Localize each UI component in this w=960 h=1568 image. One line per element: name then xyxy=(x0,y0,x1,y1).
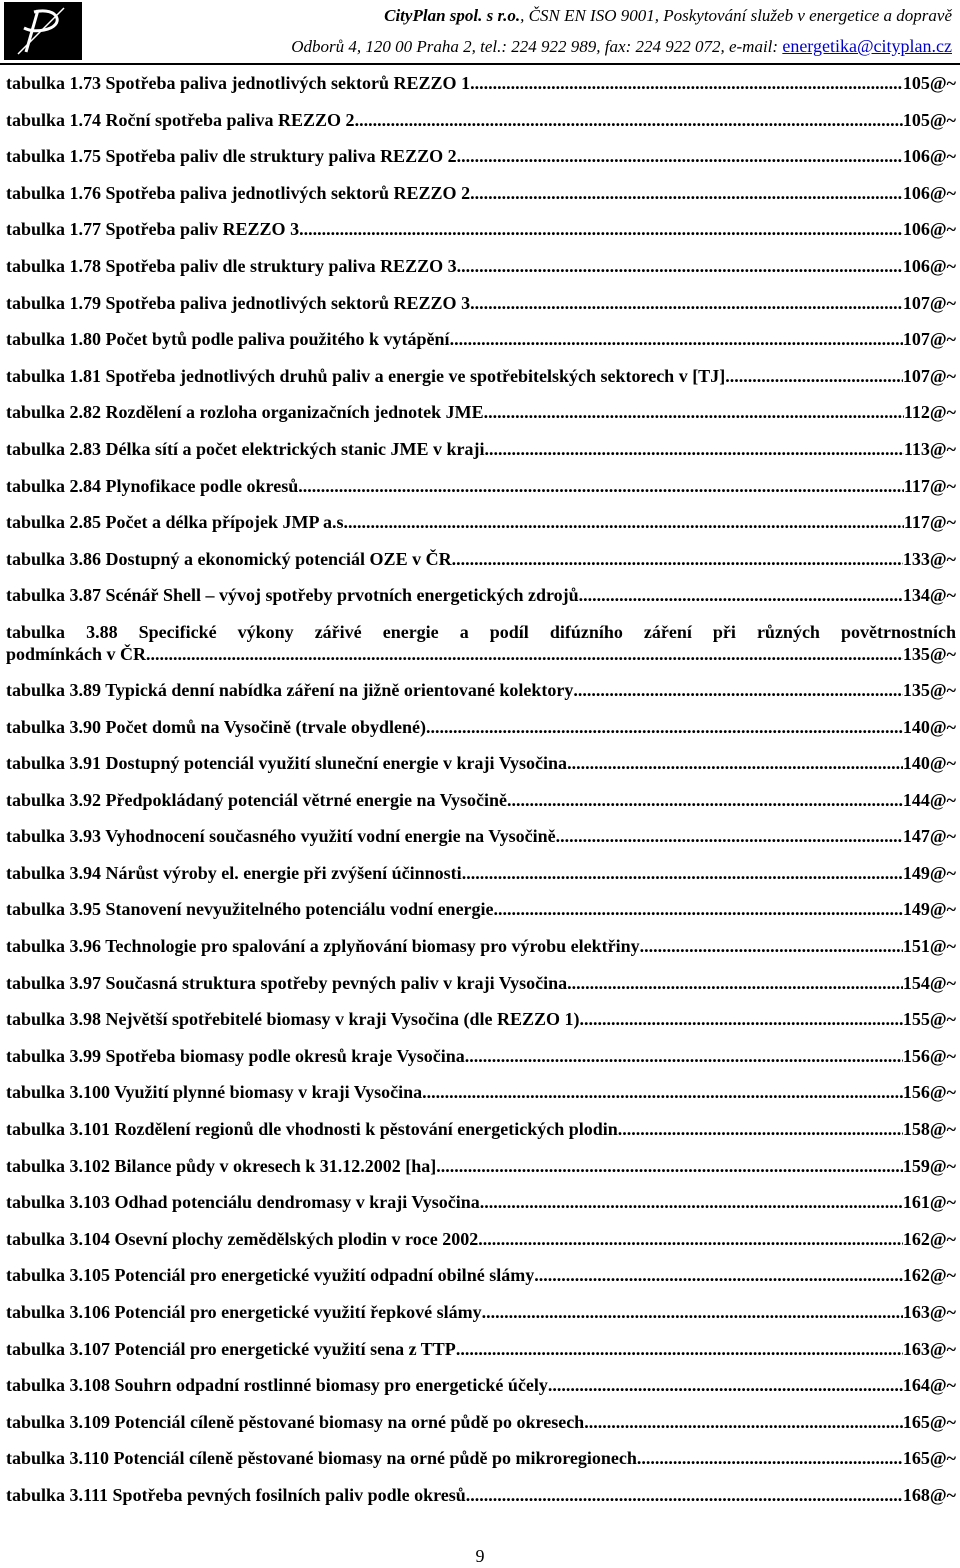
toc-entry-page: 135@~ xyxy=(902,643,956,664)
toc-entry-label: tabulka 3.99 Spotřeba biomasy podle okresů kraje Vysočina xyxy=(6,1045,465,1066)
toc-entry-page: 147@~ xyxy=(902,826,956,847)
toc-entry-page: 134@~ xyxy=(902,585,956,606)
toc-entry[interactable] xyxy=(6,972,956,1009)
toc-entry-label: tabulka 3.87 Scénář Shell – vývoj spotřeby prvotních energetických zdrojů xyxy=(6,585,579,606)
dot-leader xyxy=(567,752,903,774)
toc-entry[interactable] xyxy=(6,1008,956,1045)
toc-entry[interactable] xyxy=(6,145,956,182)
dot-leader xyxy=(637,1447,903,1469)
toc-entry-label: tabulka 1.77 Spotřeba paliv REZZO 3 xyxy=(6,219,300,240)
dot-leader xyxy=(465,1045,903,1067)
toc-entry-label: tabulka 3.108 Souhrn odpadní rostlinné biomasy pro energetické účely xyxy=(6,1375,548,1396)
toc-entry[interactable] xyxy=(6,109,956,146)
toc-entry-page: 163@~ xyxy=(902,1338,956,1359)
toc-entry[interactable] xyxy=(6,935,956,972)
toc-entry-page: 168@~ xyxy=(902,1484,956,1505)
toc-entry-label-continued: podmínkách v ČR xyxy=(6,643,147,664)
toc-entry-page: 117@~ xyxy=(903,512,956,533)
toc-entry[interactable] xyxy=(6,1081,956,1118)
toc-entry-page: 106@~ xyxy=(902,182,956,203)
toc-entry-page: 151@~ xyxy=(902,936,956,957)
toc-entry[interactable] xyxy=(6,1191,956,1228)
toc-entry[interactable] xyxy=(6,475,956,512)
toc-entry-label: tabulka 3.105 Potenciál pro energetické využití odpadní obilné slámy xyxy=(6,1265,535,1286)
dot-leader xyxy=(584,1411,903,1433)
toc-entry-label: tabulka 1.76 Spotřeba paliva jednotlivých sektorů REZZO 2 xyxy=(6,182,471,203)
dot-leader xyxy=(450,328,903,350)
dot-leader xyxy=(567,972,903,994)
toc-entry[interactable] xyxy=(6,72,956,109)
toc-entry-label: tabulka 3.97 Současná struktura spotřeby pevných paliv v kraji Vysočina xyxy=(6,972,568,993)
toc-entry-label: tabulka 2.82 Rozdělení a rozloha organizačních jednotek JME xyxy=(6,402,484,423)
dot-leader xyxy=(618,1118,903,1140)
toc-entry-page: 164@~ xyxy=(902,1375,956,1396)
company-address: Odborů 4, 120 00 Praha 2, tel.: 224 922 989, fax: 224 922 072, e-mail: xyxy=(291,37,783,56)
dot-leader xyxy=(457,255,903,277)
toc-entry-label: tabulka 3.101 Rozdělení regionů dle vhodnosti k pěstování energetických plodin xyxy=(6,1119,618,1140)
toc-entry[interactable] xyxy=(6,679,956,716)
toc-entry-page: 106@~ xyxy=(902,219,956,240)
toc-entry-label: tabulka 3.110 Potenciál cíleně pěstované biomasy na orné půdě po mikroregionech xyxy=(6,1448,637,1469)
toc-entry-page: 149@~ xyxy=(902,862,956,883)
toc-entry[interactable] xyxy=(6,548,956,585)
toc-entry-page: 107@~ xyxy=(902,292,956,313)
toc-entry[interactable] xyxy=(6,1301,956,1338)
toc-entry-label: tabulka 3.96 Technologie pro spalování a zplyňování biomasy pro výrobu elektřiny xyxy=(6,936,640,957)
toc-entry-label: tabulka 1.78 Spotřeba paliv dle struktury paliva REZZO 3 xyxy=(6,255,457,276)
toc-entry[interactable] xyxy=(6,862,956,899)
toc-entry-page: 155@~ xyxy=(902,1009,956,1030)
toc-entry[interactable] xyxy=(6,716,956,753)
dot-leader xyxy=(470,292,903,314)
toc-entry-page: 105@~ xyxy=(902,73,956,93)
toc-entry[interactable] xyxy=(6,1228,956,1265)
toc-entry-label: tabulka 3.103 Odhad potenciálu dendromasy v kraji Vysočina xyxy=(6,1192,480,1213)
toc-entry-page: 149@~ xyxy=(902,899,956,920)
toc-entry-label: tabulka 1.74 Roční spotřeba paliva REZZO 2 xyxy=(6,109,355,130)
dot-leader xyxy=(422,1081,903,1103)
company-certification: , ČSN EN ISO 9001, Poskytování služeb v energetice a dopravě xyxy=(520,6,952,25)
toc-entry-page: 165@~ xyxy=(902,1448,956,1469)
toc-entry-label: tabulka 3.107 Potenciál pro energetické využití sena z TTP xyxy=(6,1338,456,1359)
toc-entry-label: tabulka 1.80 Počet bytů podle paliva použitého k vytápění xyxy=(6,329,450,350)
email-link[interactable]: energetika@cityplan.cz xyxy=(782,36,952,56)
header-company-line xyxy=(384,6,952,26)
dot-leader xyxy=(640,935,903,957)
toc-entry-label: tabulka 3.104 Osevní plochy zemědělských plodin v roce 2002 xyxy=(6,1228,479,1249)
dot-leader xyxy=(298,475,904,497)
toc-entry[interactable] xyxy=(6,401,956,438)
toc-entry-label: tabulka 1.75 Spotřeba paliv dle struktury paliva REZZO 2 xyxy=(6,146,457,167)
toc-entry-continuation xyxy=(6,643,956,665)
dot-leader xyxy=(355,109,903,131)
dot-leader xyxy=(452,548,903,570)
dot-leader xyxy=(480,1191,903,1213)
cityplan-logo xyxy=(4,2,82,60)
dot-leader xyxy=(348,511,904,533)
dot-leader xyxy=(462,862,903,884)
dot-leader xyxy=(556,825,903,847)
toc-entry-label: tabulka 3.109 Potenciál cíleně pěstované biomasy na orné půdě po okresech xyxy=(6,1411,585,1432)
toc-entry[interactable] xyxy=(6,511,956,548)
page-header xyxy=(0,0,960,64)
toc-entry[interactable] xyxy=(6,621,956,679)
toc-entry[interactable] xyxy=(6,328,956,365)
toc-entry[interactable] xyxy=(6,825,956,862)
toc-entry-page: 140@~ xyxy=(902,716,956,737)
dot-leader xyxy=(507,789,903,811)
dot-leader xyxy=(470,182,903,204)
toc-entry[interactable] xyxy=(6,1045,956,1082)
toc-entry[interactable] xyxy=(6,1118,956,1155)
toc-entry-label: tabulka 3.94 Nárůst výroby el. energie při zvýšení účinnosti xyxy=(6,862,462,883)
dot-leader xyxy=(579,584,903,606)
toc-entry-label: tabulka 1.73 Spotřeba paliva jednotlivých sektorů REZZO 1 xyxy=(6,73,471,93)
toc-entry-label: tabulka 3.98 Největší spotřebitelé biomasy v kraji Vysočina (dle REZZO 1) xyxy=(6,1009,580,1030)
toc-entry-label: tabulka 3.88 Specifické výkony zářivé energie a podíl difúzního záření při různých povětrnostních xyxy=(6,621,956,642)
toc-entry-label: tabulka 3.91 Dostupný potenciál využití sluneční energie v kraji Vysočina xyxy=(6,753,568,774)
toc-entry-page: 107@~ xyxy=(902,365,956,386)
dot-leader xyxy=(548,1374,903,1396)
toc-entry-label: tabulka 3.100 Využití plynné biomasy v kraji Vysočina xyxy=(6,1082,423,1103)
toc-entry[interactable] xyxy=(6,584,956,621)
toc-entry-page: 112@~ xyxy=(903,402,956,423)
dot-leader xyxy=(436,1155,903,1177)
toc-entry-label: tabulka 3.93 Vyhodnocení současného využití vodní energie na Vysočině xyxy=(6,826,556,847)
dot-leader xyxy=(470,72,903,94)
toc-entry-page: 135@~ xyxy=(902,679,956,700)
dot-leader xyxy=(573,679,902,701)
toc-entry-page: 105@~ xyxy=(902,109,956,130)
toc-entry-label: tabulka 2.83 Délka sítí a počet elektrických stanic JME v kraji xyxy=(6,438,485,459)
toc-entry[interactable] xyxy=(6,1374,956,1411)
toc-entry-label: tabulka 3.106 Potenciál pro energetické využití řepkové slámy xyxy=(6,1302,482,1322)
header-contact-line xyxy=(291,36,952,57)
dot-leader xyxy=(484,401,904,423)
toc-entry-page: 107@~ xyxy=(902,329,956,350)
toc-entry[interactable] xyxy=(6,438,956,475)
toc-entry[interactable] xyxy=(6,1484,956,1521)
toc-entry-page: 165@~ xyxy=(902,1411,956,1432)
table-of-tables xyxy=(6,72,956,1521)
toc-entry-label: tabulka 3.90 Počet domů na Vysočině (trvale obydlené) xyxy=(6,716,427,737)
dot-leader xyxy=(299,218,903,240)
dot-leader xyxy=(146,643,903,665)
toc-entry-page: 140@~ xyxy=(902,753,956,774)
toc-entry-label: tabulka 3.95 Stanovení nevyužitelného potenciálu vodní energie xyxy=(6,899,494,920)
dot-leader xyxy=(426,716,903,738)
toc-entry-page: 154@~ xyxy=(902,972,956,993)
toc-entry[interactable] xyxy=(6,1155,956,1192)
toc-entry-label: tabulka 3.111 Spotřeba pevných fosilních paliv podle okresů xyxy=(6,1484,466,1505)
toc-entry[interactable] xyxy=(6,752,956,789)
toc-entry[interactable] xyxy=(6,182,956,219)
toc-entry-page: 117@~ xyxy=(903,475,956,496)
toc-entry-page: 106@~ xyxy=(902,255,956,276)
dot-leader xyxy=(482,1301,903,1323)
toc-entry-page: 113@~ xyxy=(903,438,956,459)
page-number: 9 xyxy=(475,1546,485,1566)
toc-entry-page: 163@~ xyxy=(902,1302,956,1322)
toc-entry-page: 162@~ xyxy=(902,1265,956,1286)
toc-entry-page: 162@~ xyxy=(902,1228,956,1249)
toc-entry-page: 158@~ xyxy=(902,1119,956,1140)
toc-entry[interactable] xyxy=(6,365,956,402)
toc-entry-label: tabulka 3.102 Bilance půdy v okresech k 31.12.2002 [ha] xyxy=(6,1155,437,1176)
toc-entry[interactable] xyxy=(6,218,956,255)
dot-leader xyxy=(725,365,903,387)
dot-leader xyxy=(534,1264,903,1286)
dot-leader xyxy=(484,438,903,460)
toc-entry[interactable] xyxy=(6,255,956,292)
toc-entry-page: 159@~ xyxy=(902,1155,956,1176)
toc-entry-label: tabulka 1.79 Spotřeba paliva jednotlivých sektorů REZZO 3 xyxy=(6,292,471,313)
toc-entry-label: tabulka 1.81 Spotřeba jednotlivých druhů paliv a energie ve spotřebitelských sektorech v [TJ] xyxy=(6,365,726,386)
dot-leader xyxy=(494,898,903,920)
toc-entry[interactable] xyxy=(6,1411,956,1448)
header-divider xyxy=(0,63,960,65)
toc-entry-label: tabulka 3.86 Dostupný a ekonomický potenciál OZE v ČR xyxy=(6,548,452,569)
dot-leader xyxy=(580,1008,903,1030)
toc-entry-page: 156@~ xyxy=(902,1082,956,1103)
toc-entry[interactable] xyxy=(6,1447,956,1484)
toc-entry[interactable] xyxy=(6,1264,956,1301)
toc-entry-page: 144@~ xyxy=(902,789,956,810)
dot-leader xyxy=(457,145,903,167)
toc-entry-page: 161@~ xyxy=(902,1192,956,1213)
toc-entry-page: 106@~ xyxy=(902,146,956,167)
company-name: CityPlan spol. s r.o. xyxy=(384,6,521,25)
toc-entry-label: tabulka 2.84 Plynofikace podle okresů xyxy=(6,475,299,496)
toc-entry[interactable] xyxy=(6,898,956,935)
toc-entry[interactable] xyxy=(6,1338,956,1375)
toc-entry-label: tabulka 3.89 Typická denní nabídka záření na jižně orientované kolektory xyxy=(6,679,574,700)
toc-entry[interactable] xyxy=(6,789,956,826)
toc-entry-page: 133@~ xyxy=(902,548,956,569)
dot-leader xyxy=(456,1338,903,1360)
toc-entry-label: tabulka 3.92 Předpokládaný potenciál větrné energie na Vysočině xyxy=(6,789,508,810)
toc-entry-label: tabulka 2.85 Počet a délka přípojek JMP a.s. xyxy=(6,512,349,533)
toc-entry-page: 156@~ xyxy=(902,1045,956,1066)
toc-entry[interactable] xyxy=(6,292,956,329)
dot-leader xyxy=(466,1484,903,1506)
dot-leader xyxy=(478,1228,903,1250)
